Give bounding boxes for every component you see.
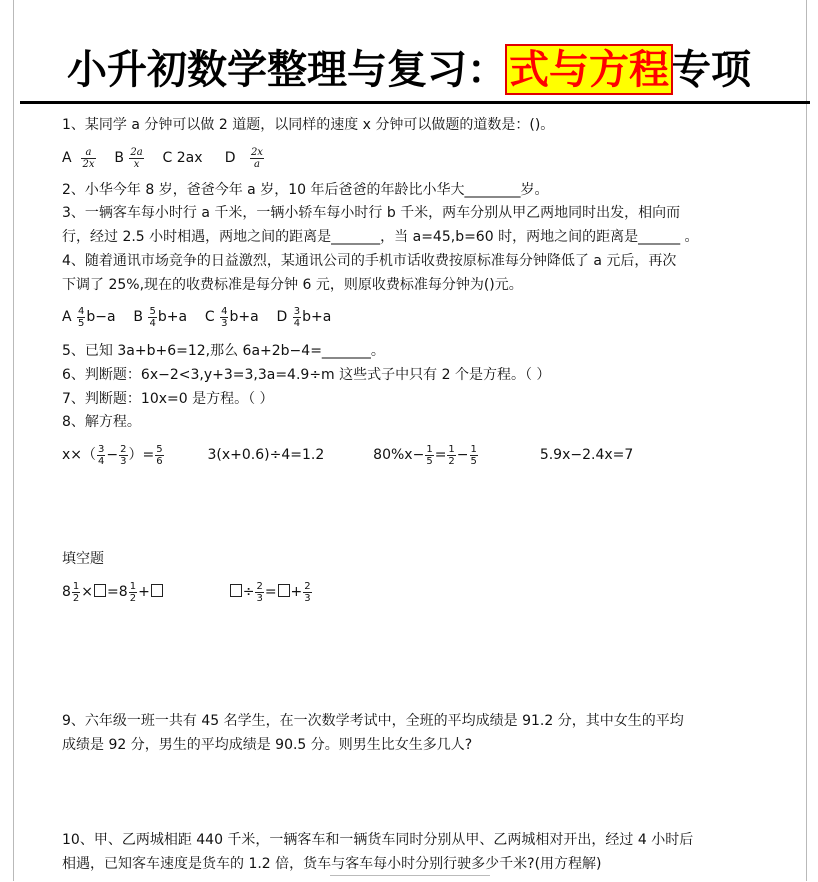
question-7: 7、判断题：10x=0 是方程。（ ） [62, 391, 274, 407]
question-10-line-2: 相遇，已知客车速度是货车的 1.2 倍，货车与客车每小时分别行驶多少千米?(用方程解) [62, 856, 602, 872]
blank-box[interactable] [151, 584, 163, 597]
blank-box[interactable] [94, 584, 106, 597]
question-3-line-2: 行，经过 2.5 小时相遇，两地之间的距离是_______，当 a=45,b=60 时，两地之间的距离是______ 。 [62, 229, 699, 245]
equation-3: 80%x− $\frac{1}{5}$ = $\frac{1}{2}$ − $\frac{1}{5}$ [373, 443, 477, 467]
question-1: 1、某同学 a 分钟可以做 2 道题，以同样的速度 x 分钟可以做题的道数是：()。 [62, 117, 555, 133]
question-10-line-1: 10、甲、乙两城相距 440 千米，一辆客车和一辆货车同时分别从甲、乙两城相对开出，经过 4 小时后 [62, 832, 694, 848]
q1-option-d: D $\frac{2x}{a}$ [224, 146, 263, 170]
fill-in-heading: 填空题 [62, 551, 104, 567]
question-4-options [62, 303, 331, 331]
q4-option-d: D $\frac{3}{4}$ b+a [276, 305, 332, 329]
question-4-line-1: 4、随着通讯市场竞争的日益激烈，某通讯公司的手机市话收费按原标准每分钟降低了 a 元后，再次 [62, 253, 677, 269]
q1-option-a: A $\frac{a}{2x}$ [62, 146, 95, 170]
title-suffix: 专项 [671, 46, 751, 93]
fill-in-expressions [62, 577, 313, 607]
title-rule [20, 101, 810, 104]
question-8-equations [62, 440, 633, 470]
fill-expression-2: ÷ $\frac{2}{3}$ = + $\frac{2}{3}$ [229, 577, 313, 607]
equation-4: 5.9x−2.4x=7 [539, 447, 634, 463]
q4-option-b: B $\frac{5}{4}$ b+a [133, 305, 188, 329]
fill-expression-1: 8 $\frac{1}{2}$ × =8 $\frac{1}{2}$ + [62, 577, 164, 607]
question-8: 8、解方程。 [62, 414, 141, 430]
question-1-options [62, 144, 265, 172]
q4-option-a: A $\frac{4}{5}$ b−a [62, 305, 116, 329]
title-main: 小升初数学整理与复习： [67, 46, 507, 93]
question-9-line-2: 成绩是 92 分，男生的平均成绩是 90.5 分。则男生比女生多几人? [62, 737, 473, 753]
question-9-line-1: 9、六年级一班一共有 45 名学生，在一次数学考试中，全班的平均成绩是 91.2 分，其中女生的平均 [62, 713, 684, 729]
blank-box[interactable] [230, 584, 242, 597]
page-border-right [806, 0, 807, 881]
q1-option-b: B $\frac{2a}{x}$ [114, 146, 143, 170]
question-2: 2、小华今年 8 岁，爸爸今年 a 岁，10 年后爸爸的年龄比小华大________岁。 [62, 182, 549, 198]
q1-option-c: C 2ax [162, 150, 203, 166]
question-4-line-2: 下调了 25%,现在的收费标准是每分钟 6 元，则原收费标准每分钟为()元。 [62, 277, 523, 293]
question-6: 6、判断题：6x−2<3,y+3=3,3a=4.9÷m 这些式子中只有 2 个是方程。（ ） [62, 367, 551, 383]
page-border-left [13, 0, 14, 881]
q4-option-c: C $\frac{4}{3}$ b+a [204, 305, 259, 329]
question-3-line-1: 3、一辆客车每小时行 a 千米，一辆小轿车每小时行 b 千米，两车分别从甲乙两地同时出发，相向而 [62, 205, 681, 221]
equation-2: 3(x+0.6)÷4=1.2 [207, 447, 325, 463]
question-5: 5、已知 3a+b+6=12,那么 6a+2b−4=_______。 [62, 343, 385, 359]
blank-box[interactable] [278, 584, 290, 597]
page-title [0, 40, 818, 100]
title-highlight: 式与方程 [509, 46, 669, 93]
equation-1: x×（ $\frac{3}{4}$ − $\frac{2}{3}$ ）= $\frac{5}{6}$ [62, 443, 163, 467]
